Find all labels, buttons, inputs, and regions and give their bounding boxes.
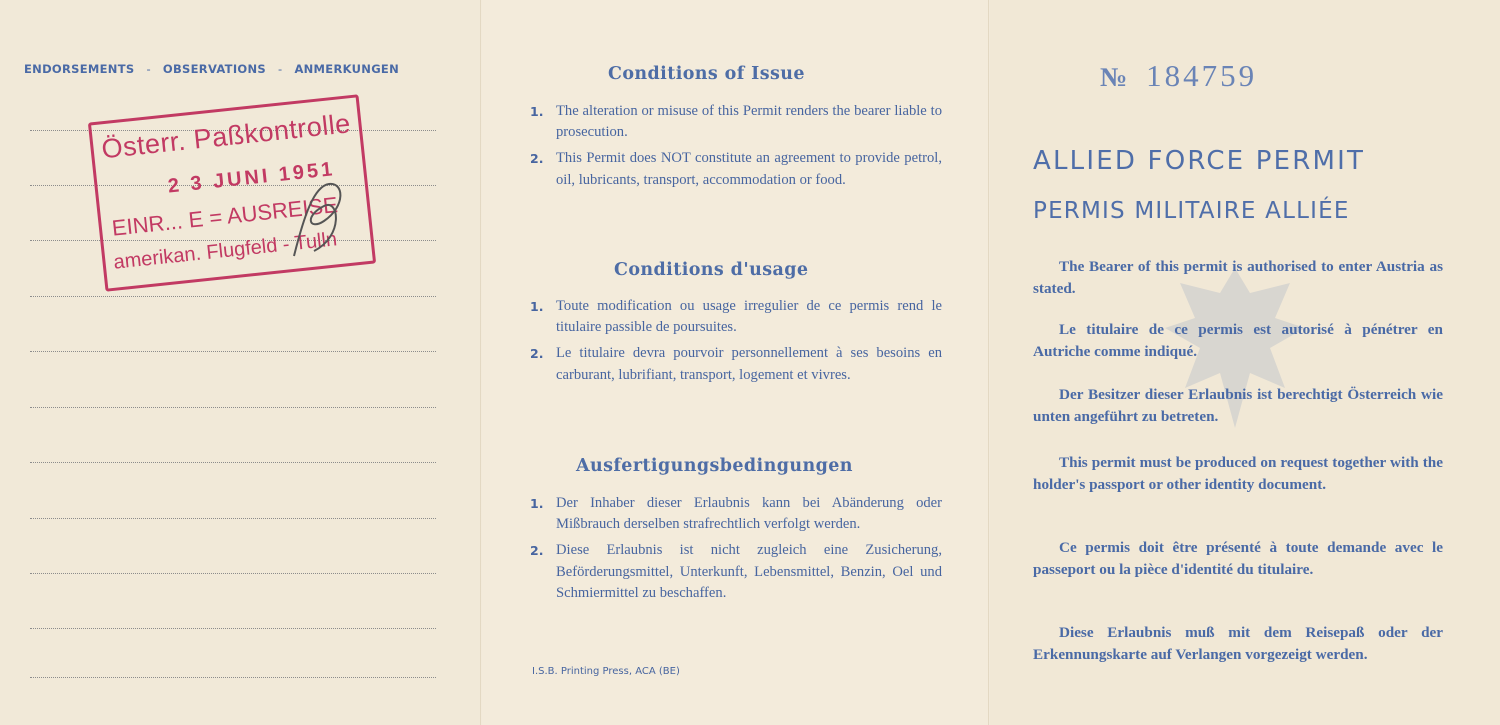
- signature-scribble: [284, 176, 364, 266]
- item-number: 2.: [530, 346, 544, 362]
- ausfertigungsbedingungen-list: [530, 493, 942, 609]
- conditions-usage-title: Conditions d'usage: [614, 260, 809, 280]
- item-number: 1.: [530, 104, 544, 119]
- production-german: Diese Erlaubnis muß mit dem Reisepaß oder der Erkennungskarte auf Verlangen vorgezeigt werden.: [1033, 624, 1443, 663]
- dotted-line: [30, 677, 436, 678]
- permit-title-french: PERMIS MILITAIRE ALLIÉE: [1033, 198, 1350, 224]
- list-item: [530, 493, 942, 535]
- item-number: 2.: [530, 543, 544, 559]
- production-english: This permit must be produced on request together with the holder's passport or other identity document.: [1033, 454, 1443, 493]
- conditions-usage-list: [530, 296, 942, 391]
- list-item: [530, 343, 942, 385]
- item-text: Diese Erlaubnis ist nicht zugleich eine Zusicherung, Beförderungsmittel, Unterkunft, Lebensmittel, Benzin, Oel und Schmiermittel zu beschaffen.: [556, 542, 942, 601]
- authorisation-english: The Bearer of this permit is authorised to enter Austria as stated.: [1033, 258, 1443, 297]
- item-text: Der Inhaber dieser Erlaubnis kann bei Abänderung oder Mißbrauch derselben strafrechtlich verfolgt werden.: [556, 495, 942, 533]
- stamp-entry-exit-text: EINR... E = AUSREISE: [110, 192, 339, 241]
- stamp-office-text: Österr. Paßkontrolle: [100, 108, 353, 165]
- dotted-line: [30, 573, 436, 574]
- permit-number-value: 184759: [1146, 58, 1258, 93]
- dotted-line: [30, 407, 436, 408]
- list-item: [530, 148, 942, 190]
- stamp-airfield-text: amerikan. Flugfeld - Tulln: [112, 228, 339, 274]
- heading-observations: OBSERVATIONS: [162, 62, 266, 76]
- stamp-date: 2 3 JUNI 1951: [166, 158, 337, 198]
- item-text: Toute modification ou usage irregulier de ce permis rend le titulaire passible de poursuites.: [556, 298, 942, 336]
- dotted-line: [30, 628, 436, 629]
- list-item: [530, 540, 942, 604]
- dotted-line: [30, 462, 436, 463]
- dotted-line: [30, 518, 436, 519]
- conditions-of-issue-list: [530, 101, 942, 196]
- permit-title-english: ALLIED FORCE PERMIT: [1033, 146, 1366, 176]
- endorsements-panel: [0, 0, 480, 725]
- permit-number: [1100, 58, 1257, 94]
- production-french: Ce permis doit être présenté à toute demande avec le passeport ou la pièce d'identité du titulaire.: [1033, 539, 1443, 578]
- heading-endorsements: ENDORSEMENTS: [24, 62, 135, 76]
- heading-separator: -: [146, 62, 151, 76]
- item-text: Le titulaire devra pourvoir personnellement à ses besoins en carburant, lubrifiant, transport, logement et vivres.: [556, 345, 942, 383]
- item-text: This Permit does NOT constitute an agreement to provide petrol, oil, lubricants, transport, accommodation or food.: [556, 150, 942, 188]
- conditions-of-issue-title: Conditions of Issue: [608, 64, 805, 84]
- authorisation-french: Le titulaire de ce permis est autorisé à pénétrer en Autriche comme indiqué.: [1033, 321, 1443, 360]
- list-item: [530, 101, 942, 143]
- heading-separator: -: [277, 62, 283, 76]
- list-item: [530, 296, 942, 338]
- authorisation-german: Der Besitzer dieser Erlaubnis ist berechtigt Österreich wie unten angeführt zu betreten.: [1033, 386, 1443, 425]
- dotted-line: [30, 296, 436, 297]
- dotted-line: [30, 351, 436, 352]
- item-number: 1.: [530, 496, 544, 511]
- item-number: 1.: [530, 299, 544, 314]
- endorsements-heading: [24, 62, 444, 76]
- printer-imprint: I.S.B. Printing Press, ACA (BE): [532, 666, 680, 677]
- heading-anmerkungen: ANMERKUNGEN: [294, 62, 400, 76]
- ausfertigungsbedingungen-title: Ausfertigungsbedingungen: [576, 456, 853, 476]
- number-sign: №: [1100, 62, 1131, 92]
- item-number: 2.: [530, 151, 544, 167]
- item-text: The alteration or misuse of this Permit renders the bearer liable to prosecution.: [556, 103, 942, 141]
